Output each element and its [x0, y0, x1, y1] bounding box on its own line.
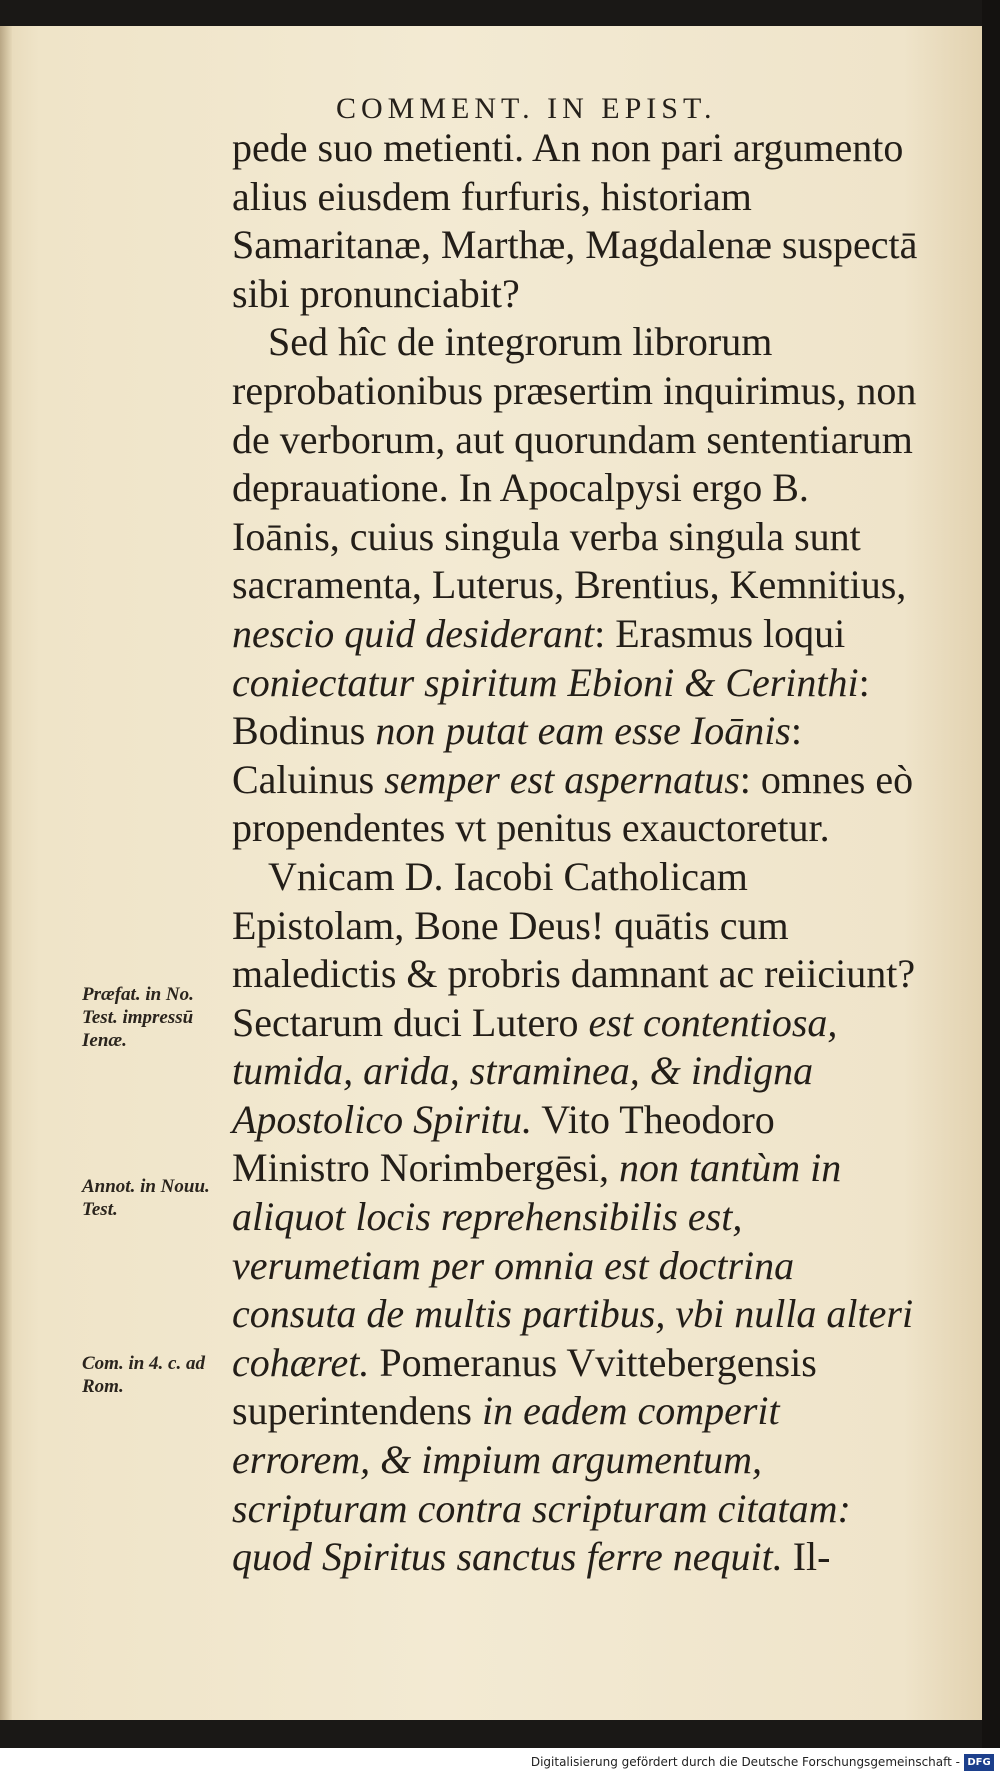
- text-run: : Caluinus: [232, 708, 802, 802]
- paragraph: [232, 853, 922, 1582]
- text-run: : Bodinus: [232, 659, 870, 754]
- text-run: : omnes eò propendentes vt penitus exauctoretur.: [232, 756, 914, 851]
- margin-note-commentarius: Com. in 4. c. ad Rom.: [82, 1353, 205, 1397]
- italic-quotation: non putat eam esse Ioānis: [375, 708, 791, 754]
- text-run: Il-: [782, 1534, 831, 1580]
- scan-border-bottom: [0, 1720, 982, 1748]
- dfg-logo: DFG: [964, 1754, 994, 1771]
- text-run: : Erasmus loqui: [594, 610, 846, 656]
- text-run: Sed hîc de integrorum librorum reprobationibus præsertim inquirimus, non de verborum, aut quorundam sententiarum deprauatione. In Apocalpysi ergo B. Ioānis, cuius singula verba singula sunt sacramenta, Luterus, Brentius, Kemnitius,: [232, 319, 917, 608]
- paragraph: [232, 318, 922, 853]
- body-text: [232, 124, 922, 1582]
- page-gutter-shadow: [0, 26, 12, 1720]
- margin-note-annotationes: Annot. in Nouu. Test.: [82, 1176, 210, 1220]
- footer-credit: Digitalisierung gefördert durch die Deutsche Forschungsgemeinschaft -: [530, 1755, 960, 1769]
- italic-quotation: coniectatur spiritum Ebioni & Cerinthi: [232, 659, 859, 705]
- italic-quotation: nescio quid desiderant: [232, 610, 595, 656]
- text-run: Vnicam D. Iacobi Catholicam Epistolam, Bone Deus! quātis cum maledictis & probris damnant ac reiiciunt? Sectarum duci Lutero: [232, 853, 916, 1045]
- italic-quotation: semper est aspernatus: [384, 756, 740, 802]
- paragraph: [232, 124, 922, 318]
- margin-note-prefatio: Præfat. in No. Test. impressū Ienæ.: [82, 984, 194, 1051]
- footer: [0, 1748, 1000, 1780]
- text-run: pede suo metienti. An non pari argumento alius eiusdem furfuris, historiam Samaritanæ, Marthæ, Magdalenæ suspectā sibi pronunciabit?: [232, 125, 918, 316]
- running-head: COMMENT. IN EPIST.: [336, 92, 717, 125]
- italic-quotation: in eadem comperit errorem, & impium argumentum, scripturam contra scripturam citatam: quod Spiritus sanctus ferre nequit.: [232, 1388, 851, 1580]
- italic-quotation: non tantùm in aliquot locis reprehensibilis est, verumetiam per omnia est doctrina consuta de multis partibus, vbi nulla alteri cohæret.: [232, 1145, 914, 1385]
- text-run: Pomeranus Vvittebergensis superintendens: [232, 1339, 817, 1434]
- scan-border-top: [0, 0, 1000, 26]
- text-run: Vito Theodoro Ministro Norimbergēsi,: [232, 1096, 775, 1191]
- italic-quotation: est contentiosa, tumida, arida, straminea, & indigna Apostolico Spiritu.: [232, 999, 838, 1142]
- scan-border-right: [982, 0, 1000, 1748]
